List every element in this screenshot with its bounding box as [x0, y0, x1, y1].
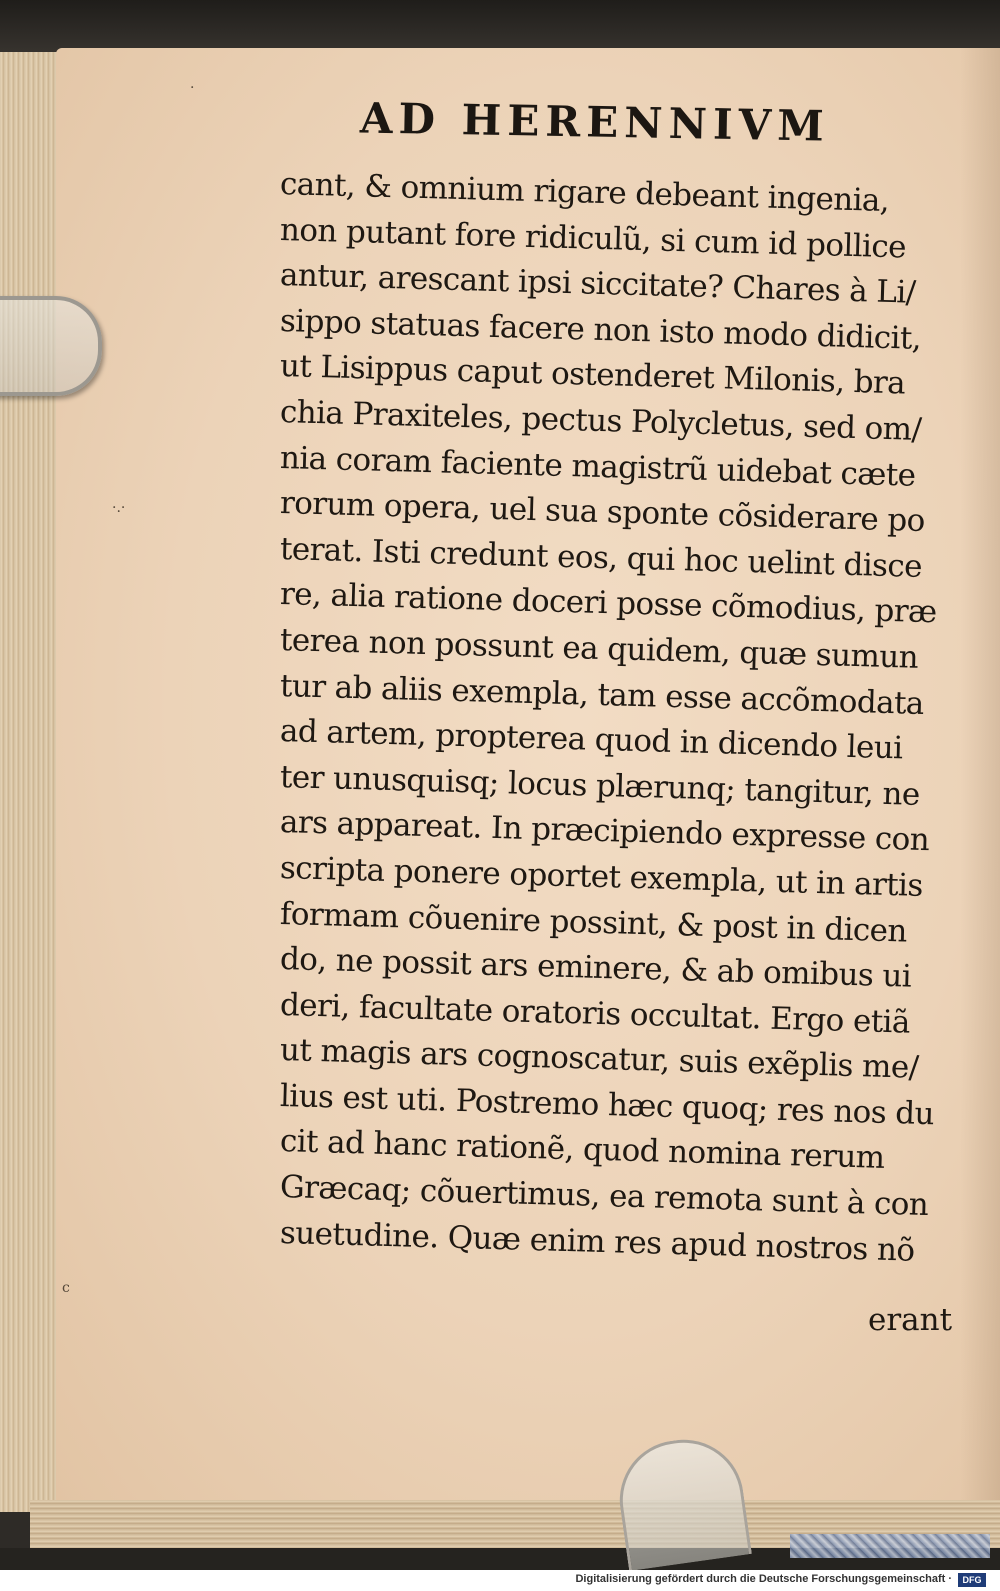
left-clip-icon — [0, 296, 102, 396]
text-line: ars appareat. In præcipiendo expresse con — [279, 804, 930, 859]
text-line: terat. Isti credunt eos, qui hoc uelint disce — [279, 530, 923, 585]
text-line: Græcaq; cõuertimus, ea remota sunt à con — [279, 1169, 929, 1224]
ink-speck: · — [190, 80, 195, 96]
text-line: re, alia ratione doceri posse cõmodius, præ — [279, 576, 938, 631]
text-line: lius est uti. Postremo hæc quoq; res nos du — [279, 1077, 935, 1133]
text-line: scripta ponere oportet exempla, ut in artis — [279, 849, 924, 904]
text-line: do, ne possit ars eminere, & ab omibus ui — [279, 941, 912, 995]
catchword: erant — [868, 1302, 953, 1338]
text-line: sippo statuas facere non isto modo didicit, — [279, 302, 922, 357]
text-line: ut magis ars cognoscatur, suis exẽplis me/ — [279, 1032, 919, 1087]
footer-bar — [0, 1570, 1000, 1591]
text-line: deri, facultate oratoris occultat. Ergo etiã — [279, 986, 911, 1041]
text-line: ter unusquisq; locus plærunq; tangitur, ne — [279, 758, 921, 813]
funding-credit: Digitalisierung gefördert durch die Deutsche Forschungsgemeinschaft · — [575, 1573, 952, 1585]
text-line: tur ab aliis exempla, tam esse accõmodata — [279, 667, 925, 722]
text-block — [279, 162, 970, 1269]
text-line: suetudine. Quæ enim res apud nostros nõ — [279, 1214, 915, 1269]
text-line: ut Lisippus caput ostenderet Milonis, bra — [279, 348, 906, 402]
text-line: rorum opera, uel sua sponte cõsiderare po — [279, 485, 926, 540]
running-head: AD HERENNIVM — [359, 93, 831, 151]
text-line: nia coram faciente magistrũ uidebat cæte — [279, 439, 916, 494]
page-edge-stack — [0, 52, 60, 1512]
ink-speck: c — [62, 1280, 70, 1296]
bookmark-ribbon — [790, 1534, 990, 1558]
text-line: antur, arescant ipsi siccitate? Chares à Li/ — [279, 257, 917, 311]
text-line: ad artem, propterea quod in dicendo leui — [279, 713, 903, 767]
text-line: cit ad hanc rationẽ, quod nomina rerum — [279, 1123, 886, 1177]
text-line: formam cõuenire possint, & post in dicen — [279, 895, 908, 950]
text-line: non putant fore ridiculũ, si cum id pollice — [279, 211, 907, 266]
dfg-logo-icon: DFG — [958, 1573, 986, 1587]
ink-speck: ·.· — [112, 500, 126, 516]
text-line: cant, & omnium rigare debeant ingenia, — [279, 166, 890, 220]
text-line: chia Praxiteles, pectus Polycletus, sed om/ — [279, 393, 922, 448]
text-line: terea non possunt ea quidem, quæ sumun — [279, 621, 919, 676]
